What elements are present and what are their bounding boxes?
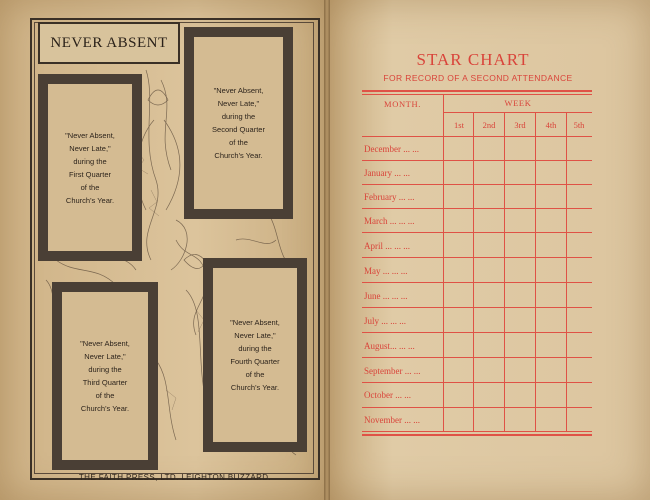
month-row-label: August... ... ... [364, 341, 415, 351]
month-row-label: July ... ... ... [364, 316, 407, 326]
month-row-label: October ... ... [364, 390, 411, 400]
quarter-line: "Never Absent, [65, 130, 115, 140]
never-absent-banner [38, 22, 180, 64]
month-row-label: June ... ... ... [364, 291, 408, 301]
star-chart-title: STAR CHART [416, 50, 530, 69]
grid-hline [362, 136, 592, 137]
quarter-box-fourth [203, 258, 307, 452]
week-3-header: 3rd [514, 120, 526, 130]
quarter-line: Church's Year. [65, 195, 115, 205]
month-row-label: November ... ... [364, 415, 420, 425]
grid-rule [362, 94, 592, 95]
quarter-line: Church's Year. [214, 151, 263, 160]
quarter-line: Never Late," [217, 99, 260, 108]
grid-hline [444, 112, 592, 113]
quarter-line: Third Quarter [82, 378, 128, 387]
month-column-header: MONTH. [384, 99, 421, 109]
book-spine [324, 0, 330, 500]
week-4-header: 4th [545, 120, 557, 130]
star-chart-subtitle: FOR RECORD OF A SECOND ATTENDANCE [383, 73, 573, 83]
quarter-line: "Never Absent, [213, 86, 264, 95]
quarter-line: "Never Absent, [80, 339, 130, 348]
banner-title: NEVER ABSENT [50, 34, 168, 51]
week-column-header: WEEK [504, 98, 532, 108]
quarter-box-third [52, 282, 158, 470]
quarter-line: Fourth Quarter [230, 357, 280, 366]
month-row-label: September ... ... [364, 366, 421, 376]
week-5-header: 5th [573, 120, 585, 130]
quarter-line: of the [80, 182, 100, 192]
quarter-line: during the [238, 344, 272, 353]
quarter-line: of the [245, 370, 265, 379]
quarter-line: during the [88, 365, 122, 374]
quarter-line: during the [221, 112, 256, 121]
quarter-text [230, 316, 280, 394]
quarter-line: of the [229, 138, 248, 147]
quarter-box-second [184, 27, 293, 219]
quarter-text [65, 129, 115, 207]
quarter-box-first [38, 74, 142, 261]
quarter-line: Church's Year. [80, 404, 130, 413]
month-row-label: February ... ... [364, 192, 415, 202]
month-row-label: April ... ... ... [364, 241, 410, 251]
month-row-label: May ... ... ... [364, 266, 408, 276]
quarter-line: Church's Year. [230, 383, 280, 392]
publisher-imprint: THE FAITH PRESS, LTD. LEIGHTON BUZZARD. [78, 473, 272, 482]
quarter-line: Never Late," [69, 143, 111, 153]
quarter-line: Second Quarter [212, 125, 265, 134]
month-row-label: January ... ... [364, 168, 410, 178]
quarter-line: during the [73, 156, 107, 166]
month-row-label: December ... ... [364, 144, 419, 154]
month-row-label: March ... ... ... [364, 216, 415, 226]
quarter-line: Never Late," [234, 331, 276, 340]
quarter-text [212, 84, 265, 162]
week-2-header: 2nd [482, 120, 496, 130]
quarter-line: "Never Absent, [230, 318, 280, 327]
quarter-line: Never Late," [84, 352, 126, 361]
week-1-header: 1st [454, 120, 464, 130]
quarter-line: First Quarter [68, 169, 112, 179]
quarter-text [80, 337, 130, 415]
quarter-line: of the [95, 391, 115, 400]
